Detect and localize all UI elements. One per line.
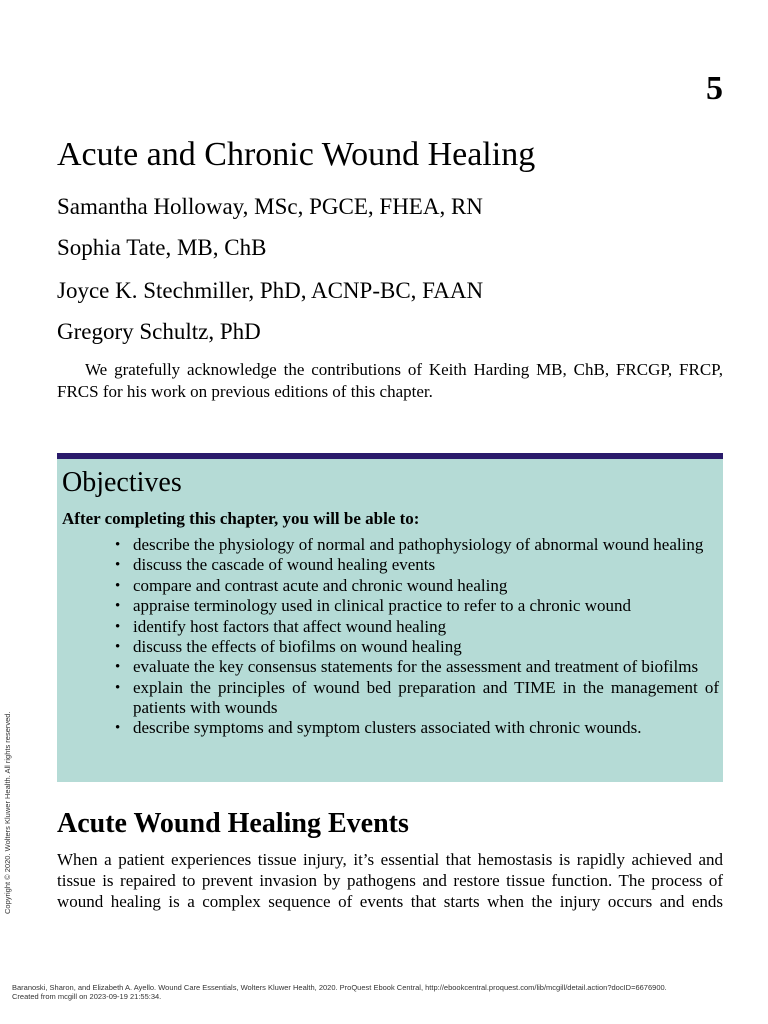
bullet-icon: • — [115, 679, 121, 696]
acknowledgment: We gratefully acknowledge the contributions of Keith Harding MB, ChB, FRCGP, FRCP, FRCS for his work on previous editions of this chapter. — [57, 360, 723, 401]
objective-item: • identify host factors that affect wound healing — [115, 616, 447, 636]
objectives-list — [115, 535, 719, 739]
objective-item: • explain the principles of wound bed preparation and TIME in the management of patients with wounds — [115, 677, 719, 717]
objective-item: • discuss the cascade of wound healing events — [115, 555, 436, 575]
objective-item: • appraise terminology used in clinical practice to refer to a chronic wound — [115, 596, 632, 616]
author-2: Sophia Tate, MB, ChB — [57, 235, 267, 260]
bullet-icon: • — [115, 557, 121, 574]
bullet-icon: • — [115, 618, 121, 635]
bullet-icon: • — [115, 720, 121, 737]
side-copyright: Copyright © 2020. Wolters Kluwer Health. All rights reserved. — [3, 711, 12, 914]
footer-citation: Baranoski, Sharon, and Elizabeth A. Ayello. Wound Care Essentials, Wolters Kluwer Health, 2020. ProQuest Ebook Central, http://ebookcentral.proquest.com/lib/mcgill/detail.action?docID=6676900. — [12, 983, 667, 992]
objective-item: • compare and contrast acute and chronic wound healing — [115, 575, 508, 595]
section-body: When a patient experiences tissue injury, it’s essential that hemostasis is rapidly achieved and tissue is repaired to prevent invasion by pathogens and restore tissue function. The process of wound healing is a complex sequence of events that starts when the injury occurs and ends — [57, 850, 723, 911]
chapter-title: Acute and Chronic Wound Healing — [57, 136, 536, 173]
bullet-icon: • — [115, 537, 121, 553]
footer-created: Created from mcgill on 2023-09-19 21:55:34. — [12, 992, 162, 1001]
bullet-icon: • — [115, 577, 121, 594]
bullet-icon: • — [115, 659, 121, 676]
bullet-icon: • — [115, 598, 121, 615]
bullet-icon: • — [115, 638, 121, 655]
author-3: Joyce K. Stechmiller, PhD, ACNP-BC, FAAN — [57, 278, 484, 303]
objective-item: • evaluate the key consensus statements for the assessment and treatment of biofilms — [115, 657, 699, 677]
objective-item: • discuss the effects of biofilms on wound healing — [115, 636, 462, 656]
objectives-box — [57, 453, 723, 782]
section-heading: Acute Wound Healing Events — [57, 808, 409, 839]
objectives-heading: Objectives — [62, 467, 182, 498]
author-1: Samantha Holloway, MSc, PGCE, FHEA, RN — [57, 194, 483, 219]
footer — [12, 983, 667, 1001]
objective-item: • describe the physiology of normal and pathophysiology of abnormal wound healing — [115, 535, 704, 554]
chapter-number: 5 — [706, 70, 723, 107]
objectives-intro: After completing this chapter, you will be able to: — [62, 509, 420, 528]
author-4: Gregory Schultz, PhD — [57, 319, 261, 344]
objective-item: • describe symptoms and symptom clusters associated with chronic wounds. — [115, 718, 642, 738]
